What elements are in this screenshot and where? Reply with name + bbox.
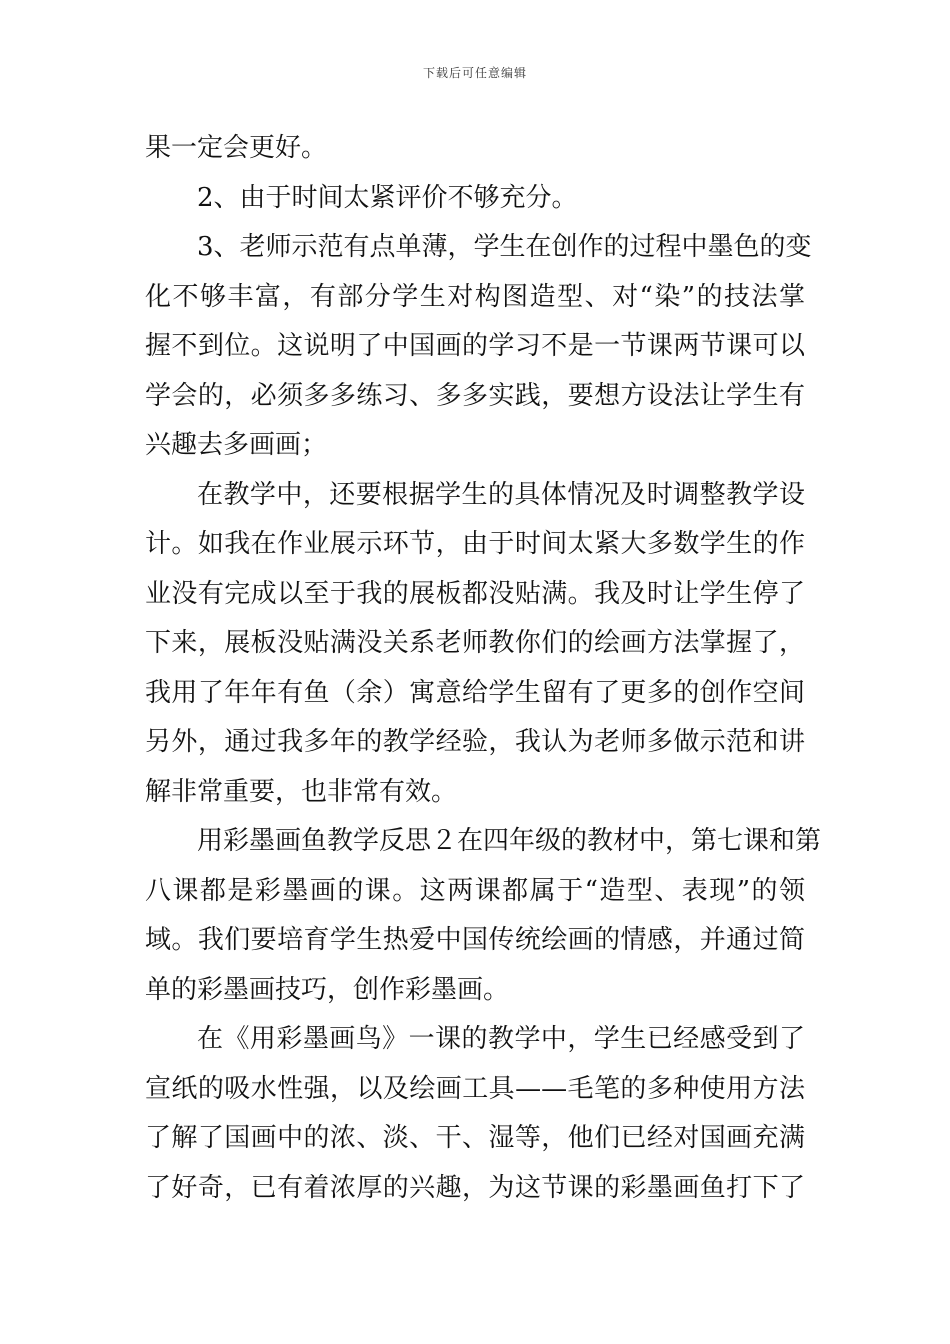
document-body: [145, 124, 822, 1213]
text-line: 域。我们要培育学生热爱中国传统绘画的情感，并通过简: [145, 925, 805, 955]
text-line: 握不到位。这说明了中国画的学习不是一节课两节课可以: [145, 331, 805, 361]
text-line: 下来，展板没贴满没关系老师教你们的绘画方法掌握了，: [145, 628, 805, 658]
text-line: 了好奇，已有着浓厚的兴趣，为这节课的彩墨画鱼打下了: [145, 1172, 805, 1203]
text-line: 宣纸的吸水性强，以及绘画工具——毛笔的多种使用方法: [145, 1073, 805, 1104]
text-line: 了解了国画中的浓、淡、干、湿等，他们已经对国画充满: [145, 1123, 805, 1153]
text-line: 在《用彩墨画鸟》一课的教学中，学生已经感受到了: [197, 1024, 805, 1054]
text-line: 计。如我在作业展示环节，由于时间太紧大多数学生的作: [145, 529, 805, 559]
text-line: 在教学中，还要根据学生的具体情况及时调整教学设: [197, 479, 805, 510]
text-line: 化不够丰富，有部分学生对构图造型、对“染”的技法掌: [145, 281, 805, 312]
page-header: 下载后可任意编辑: [422, 66, 527, 80]
paragraph-6: [145, 1015, 805, 1213]
text-line: 3、老师示范有点单薄，学生在创作的过程中墨色的变: [197, 232, 812, 262]
text-line: 业没有完成以至于我的展板都没贴满。我及时让学生停了: [145, 578, 805, 609]
text-line: 另外，通过我多年的教学经验，我认为老师多做示范和讲: [145, 727, 805, 757]
text-line: 用彩墨画鱼教学反思２在四年级的教材中，第七课和第: [197, 826, 822, 856]
text-line: 解非常重要，也非常有效。: [145, 776, 458, 807]
text-line: 我用了年年有鱼（余）寓意给学生留有了更多的创作空间: [145, 677, 805, 708]
text-line: 2、由于时间太紧评价不够充分。: [197, 182, 578, 213]
text-line: 学会的，必须多多练习、多多实践，要想方设法让学生有: [145, 380, 805, 411]
paragraph-5: [145, 817, 822, 1015]
text-line: 果一定会更好。: [145, 133, 328, 163]
text-line: 兴趣去多画画；: [145, 430, 328, 460]
paragraph-3: [145, 223, 812, 471]
paragraph-2: [145, 174, 805, 224]
paragraph-4: [145, 471, 805, 818]
text-line: 八课都是彩墨画的课。这两课都属于“造型、表现”的领: [145, 875, 805, 906]
paragraph-1: [145, 124, 805, 174]
text-line: 单的彩墨画技巧，创作彩墨画。: [145, 974, 510, 1005]
